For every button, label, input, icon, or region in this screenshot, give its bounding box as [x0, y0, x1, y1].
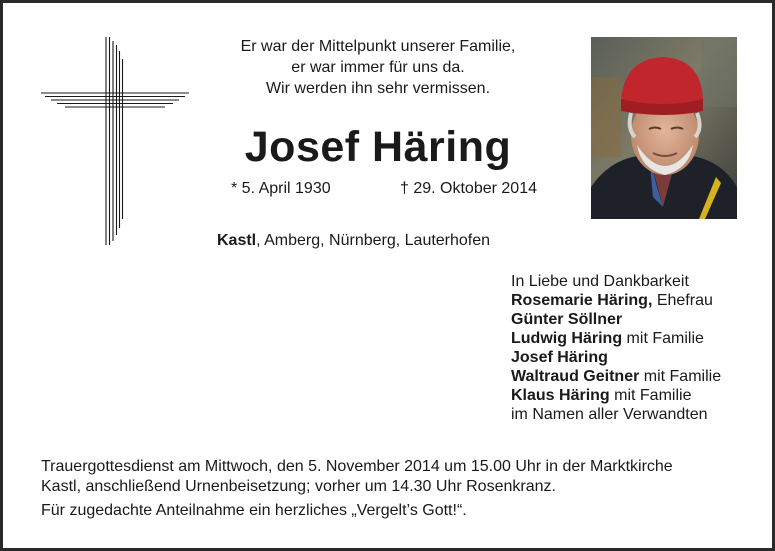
mourner-name: Ludwig Häring — [511, 330, 623, 347]
place-primary: Kastl — [217, 232, 257, 249]
mourner-name: Günter Söllner — [511, 311, 623, 328]
service-line: Trauergottesdienst am Mittwoch, den 5. November 2014 um 15.00 Uhr in der Marktkirche — [41, 458, 673, 475]
mourners-list — [511, 272, 721, 424]
intro-line: er war immer für uns da. — [291, 59, 465, 76]
list-item — [511, 386, 721, 405]
places-others: , Amberg, Nürnberg, Lauterhofen — [256, 232, 491, 249]
service-line: Kastl, anschließend Urnenbeisetzung; vorher um 14.30 Uhr Rosenkranz. — [41, 478, 556, 495]
list-item — [511, 348, 721, 367]
mourner-name: Waltraud Geitner — [511, 368, 640, 385]
mourners-heading: In Liebe und Dankbarkeit — [511, 273, 689, 290]
mourner-relation: mit Familie — [609, 387, 692, 404]
mourner-name: Rosemarie Häring, — [511, 292, 653, 309]
mourner-relation: mit Familie — [639, 368, 722, 385]
list-item — [511, 310, 721, 329]
list-item — [511, 367, 721, 386]
intro-verse — [193, 36, 563, 99]
deceased-name: Josef Häring — [244, 123, 512, 171]
list-item — [511, 291, 721, 310]
portrait-photo — [591, 37, 737, 219]
service-info — [41, 457, 673, 497]
list-item — [511, 329, 721, 348]
mourner-relation: Ehefrau — [652, 292, 713, 309]
death-date: † 29. Oktober 2014 — [400, 180, 537, 197]
intro-line: Er war der Mittelpunkt unserer Familie, — [240, 38, 516, 55]
cross-icon — [39, 35, 191, 247]
mourners-footer: im Namen aller Verwandten — [511, 406, 708, 423]
intro-line: Wir werden ihn sehr vermissen. — [265, 80, 491, 97]
mourner-relation: mit Familie — [622, 330, 704, 347]
thanks-line: Für zugedachte Anteilnahme ein herzliches „Vergelt’s Gott!“. — [41, 502, 467, 519]
places-line — [217, 232, 490, 250]
mourner-name: Josef Häring — [511, 349, 608, 366]
mourner-name: Klaus Häring — [511, 387, 610, 404]
birth-date: * 5. April 1930 — [231, 180, 331, 197]
